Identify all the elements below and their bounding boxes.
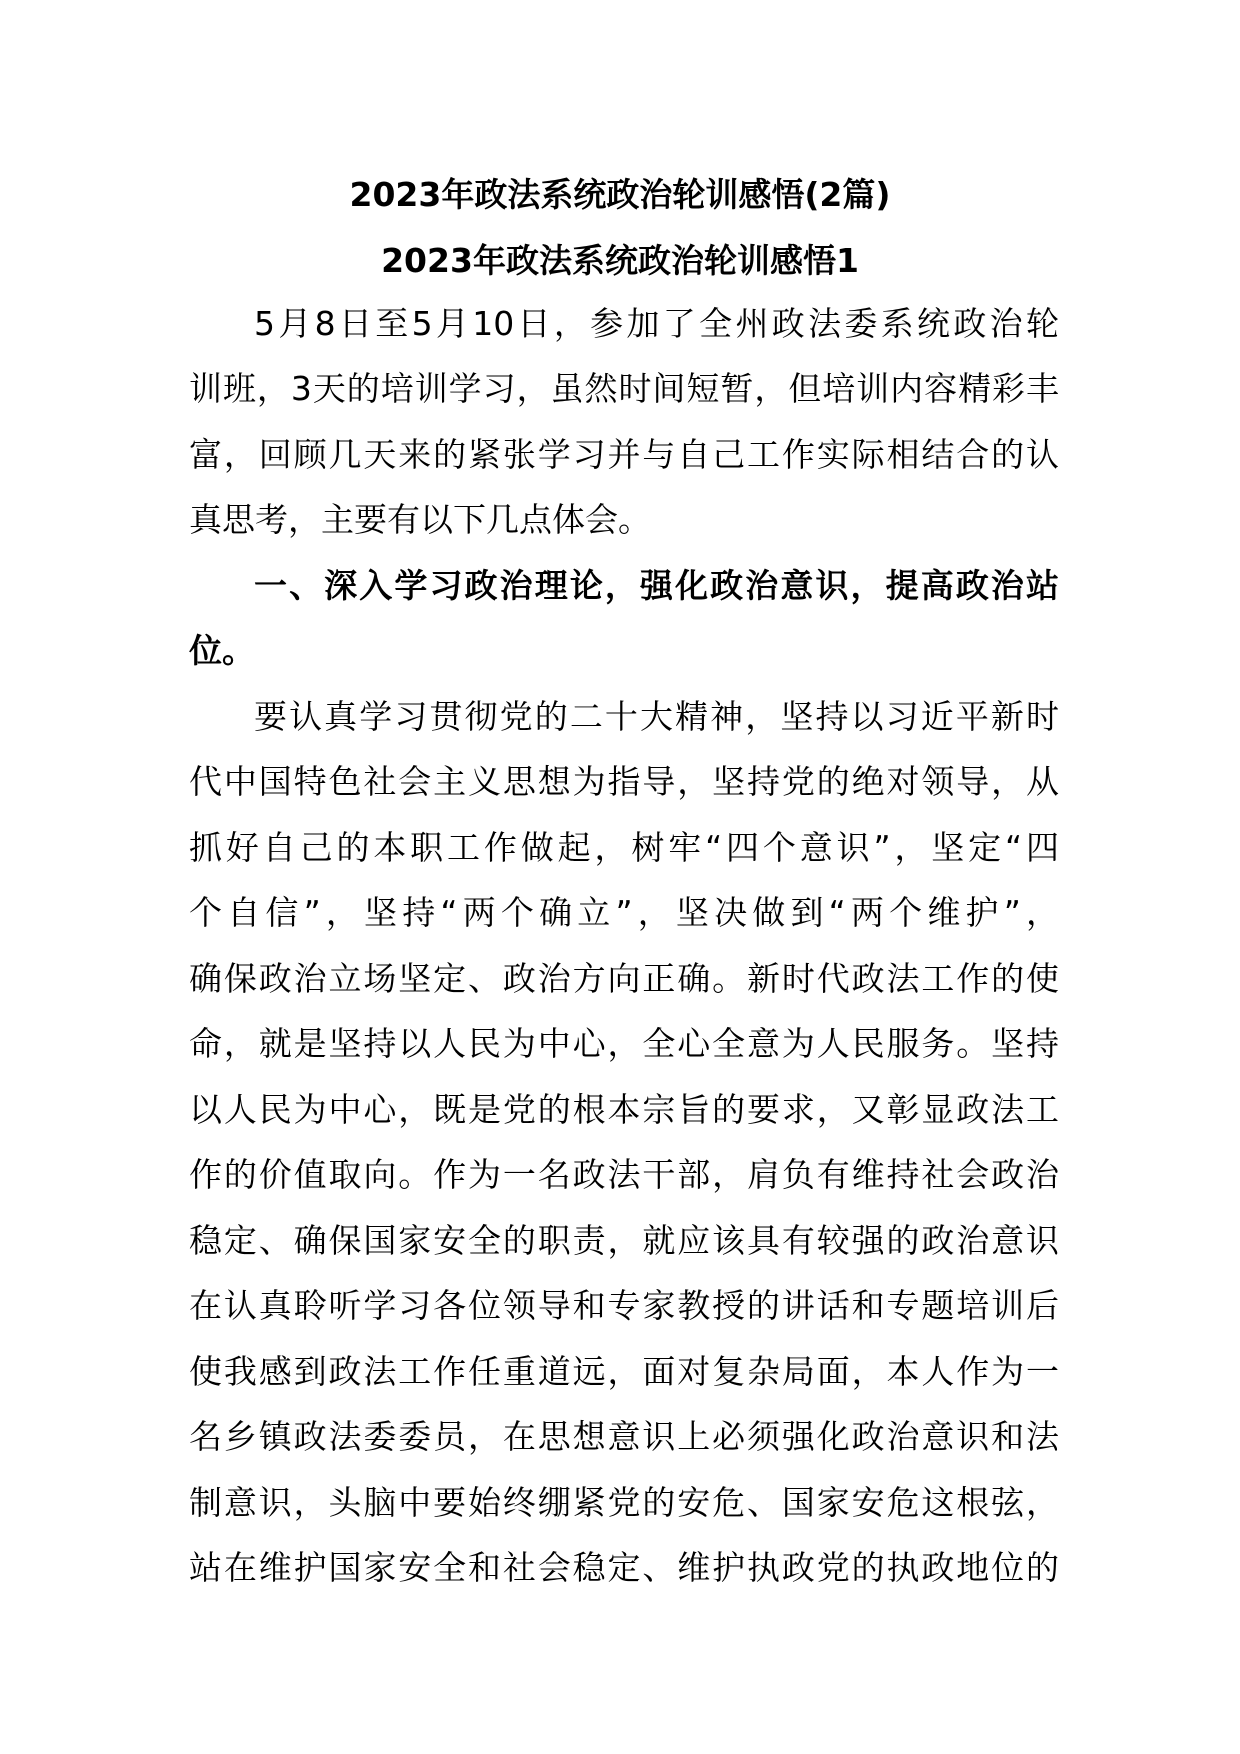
paragraph-line: 抓好自己的本职工作做起，树牢“四个意识”，坚定“四 <box>189 828 1059 867</box>
paragraph-line: 代中国特色社会主义思想为指导，坚持党的绝对领导，从 <box>189 762 1059 801</box>
section-heading-line: 位。 <box>189 631 255 670</box>
paragraph-line: 确保政治立场坚定、政治方向正确。新时代政法工作的使 <box>189 959 1059 998</box>
paragraph-line: 作的价值取向。作为一名政法干部，肩负有维持社会政治 <box>189 1155 1059 1194</box>
paragraph-line: 个自信”，坚持“两个确立”，坚决做到“两个维护”， <box>189 893 1059 932</box>
paragraph-line: 要认真学习贯彻党的二十大精神，坚持以习近平新时 <box>254 697 1059 736</box>
section-heading-line: 一、深入学习政治理论，强化政治意识，提高政治站 <box>254 566 1059 605</box>
paragraph-line: 稳定、确保国家安全的职责，就应该具有较强的政治意识 <box>189 1221 1059 1260</box>
paragraph-line: 以人民为中心，既是党的根本宗旨的要求，又彰显政法工 <box>189 1090 1059 1129</box>
paragraph-line: 在认真聆听学习各位领导和专家教授的讲话和专题培训后 <box>189 1286 1059 1325</box>
paragraph-line: 名乡镇政法委委员，在思想意识上必须强化政治意识和法 <box>189 1417 1059 1456</box>
document-title: 2023年政法系统政治轮训感悟(2篇) <box>349 175 891 214</box>
paragraph-line: 真思考，主要有以下几点体会。 <box>189 500 651 539</box>
paragraph-line: 富，回顾几天来的紧张学习并与自己工作实际相结合的认 <box>189 435 1059 474</box>
paragraph-line: 站在维护国家安全和社会稳定、维护执政党的执政地位的 <box>189 1548 1059 1587</box>
document-subtitle: 2023年政法系统政治轮训感悟1 <box>381 241 859 280</box>
paragraph-line: 使我感到政法工作任重道远，面对复杂局面，本人作为一 <box>189 1352 1059 1391</box>
paragraph-line: 5月8日至5月10日，参加了全州政法委系统政治轮 <box>254 304 1059 343</box>
paragraph-line: 命，就是坚持以人民为中心，全心全意为人民服务。坚持 <box>189 1024 1059 1063</box>
paragraph-line: 训班，3天的培训学习，虽然时间短暂，但培训内容精彩丰 <box>189 369 1059 408</box>
paragraph-line: 制意识，头脑中要始终绷紧党的安危、国家安危这根弦， <box>189 1483 1059 1522</box>
